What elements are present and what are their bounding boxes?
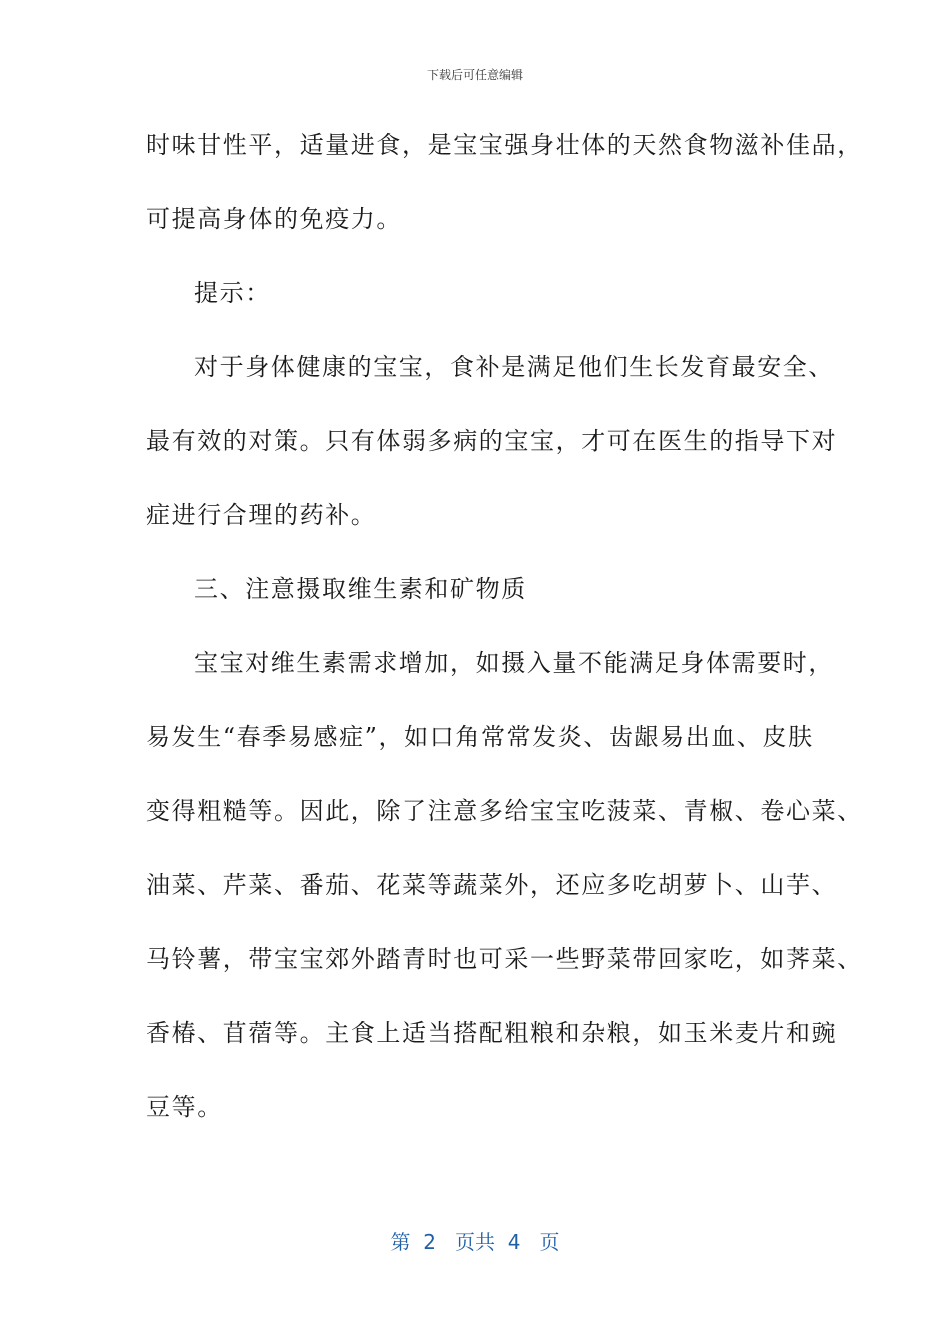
body-line: 对于身体健康的宝宝，食补是满足他们生长发育最安全、 [194, 353, 834, 381]
body-line: 症进行合理的药补。 [146, 501, 377, 529]
body-line: 变得粗糙等。因此，除了注意多给宝宝吃菠菜、青椒、卷心菜、 [146, 797, 863, 825]
body-line: 时味甘性平，适量进食，是宝宝强身壮体的天然食物滋补佳品， [146, 131, 863, 159]
body-line: 油菜、芹菜、番茄、花菜等蔬菜外，还应多吃胡萝卜、山芋、 [146, 871, 838, 899]
body-line: 易发生“春季易感症”，如口角常常发炎、齿龈易出血、皮肤 [146, 723, 814, 751]
body-line: 最有效的对策。只有体弱多病的宝宝，才可在医生的指导下对 [146, 427, 838, 455]
page-footer: 第 2 页共 4 页 [390, 1230, 560, 1254]
body-line: 豆等。 [146, 1093, 223, 1121]
document-body [146, 121, 863, 1157]
body-line: 马铃薯，带宝宝郊外踏青时也可采一些野菜带回家吃，如荠菜、 [146, 945, 863, 973]
body-line: 香椿、苜蓿等。主食上适当搭配粗粮和杂粮，如玉米麦片和豌 [146, 1019, 838, 1047]
section-heading: 三、注意摄取维生素和矿物质 [194, 575, 527, 603]
body-line: 可提高身体的免疫力。 [146, 205, 402, 233]
body-line: 宝宝对维生素需求增加，如摄入量不能满足身体需要时， [194, 649, 834, 677]
body-line: 提示： [194, 279, 271, 307]
page-header: 下载后可任意编辑 [426, 68, 523, 82]
